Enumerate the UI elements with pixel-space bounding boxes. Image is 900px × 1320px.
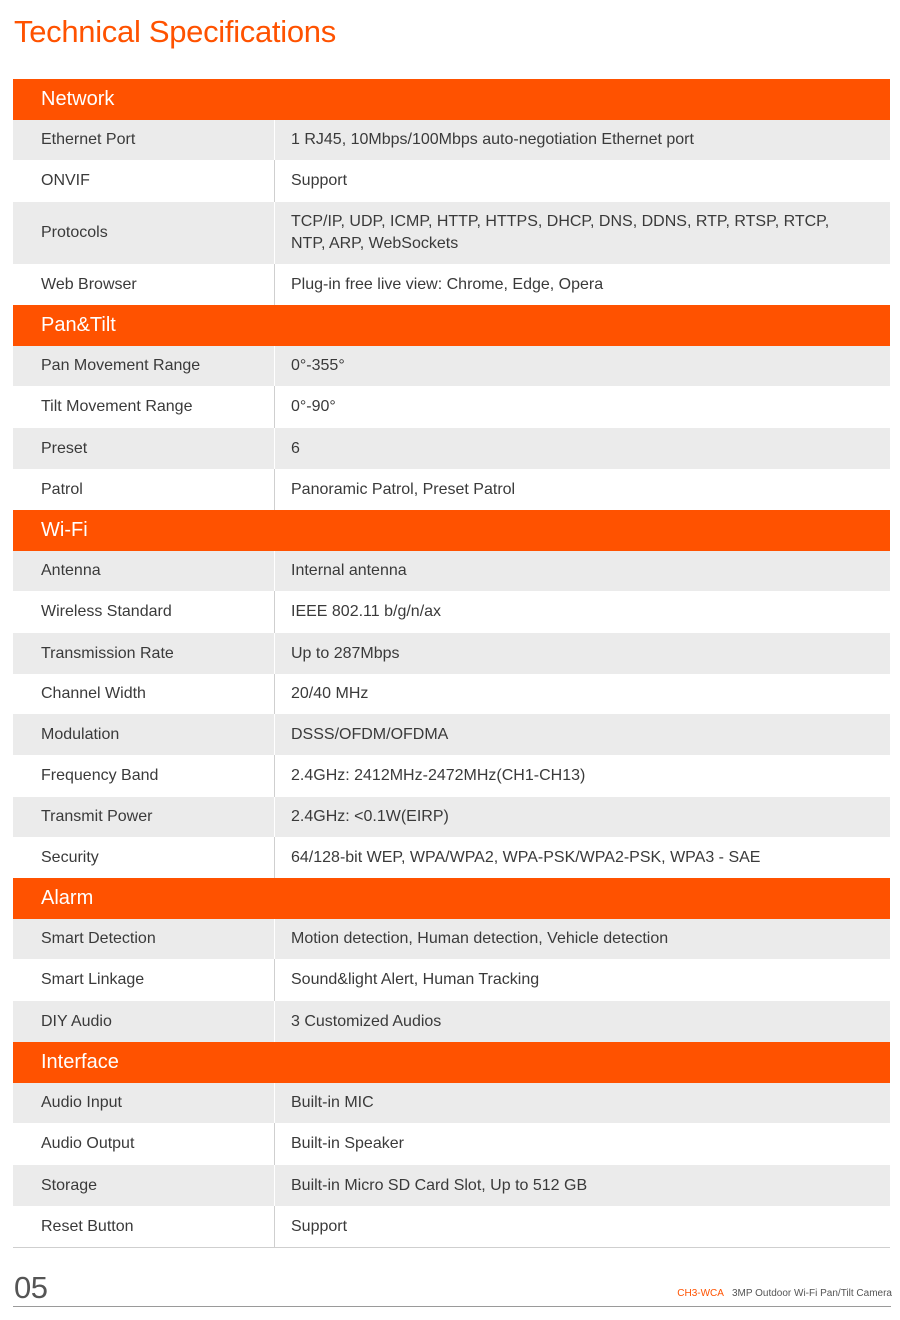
spec-label: Web Browser	[13, 264, 275, 305]
spec-row	[13, 674, 890, 714]
spec-label: Ethernet Port	[13, 120, 275, 160]
spec-label: Security	[13, 837, 275, 878]
page-number: 05	[14, 1270, 48, 1305]
spec-row	[13, 1206, 890, 1247]
section-header-network: Network	[13, 79, 890, 120]
spec-value: 3 Customized Audios	[291, 1012, 442, 1030]
spec-label: ONVIF	[13, 160, 275, 202]
spec-value: Motion detection, Human detection, Vehicle detection	[291, 930, 669, 947]
spec-value: Plug-in free live view: Chrome, Edge, Opera	[291, 275, 604, 293]
spec-label: Smart Detection	[13, 919, 275, 959]
spec-row	[13, 1165, 890, 1206]
spec-value: DSSS/OFDM/OFDMA	[291, 725, 449, 743]
spec-label: Modulation	[13, 714, 275, 755]
spec-label: Smart Linkage	[13, 959, 275, 1001]
spec-table	[13, 79, 890, 1248]
section-header-wifi: Wi-Fi	[13, 510, 890, 551]
spec-value: 1 RJ45, 10Mbps/100Mbps auto-negotiation Ethernet port	[291, 131, 694, 148]
spec-value: Built-in Speaker	[291, 1135, 404, 1152]
table-bottom-rule	[13, 1247, 890, 1248]
spec-label: Patrol	[13, 469, 275, 510]
spec-label: Audio Input	[13, 1083, 275, 1123]
spec-row	[13, 919, 890, 959]
spec-row	[13, 633, 890, 674]
spec-value: Support	[291, 172, 348, 189]
spec-value: Built-in MIC	[291, 1094, 374, 1111]
spec-row	[13, 346, 890, 386]
spec-row	[13, 160, 890, 202]
footer-model: CH3-WCA	[677, 1288, 724, 1299]
spec-row	[13, 837, 890, 878]
spec-value: 2.4GHz: <0.1W(EIRP)	[291, 808, 449, 825]
spec-label: Tilt Movement Range	[13, 386, 275, 428]
spec-label: Wireless Standard	[13, 591, 275, 633]
spec-label: Protocols	[13, 202, 275, 264]
spec-value: 2.4GHz: 2412MHz-2472MHz(CH1-CH13)	[291, 767, 586, 784]
spec-value: Up to 287Mbps	[291, 644, 400, 662]
spec-row	[13, 714, 890, 755]
spec-row	[13, 264, 890, 305]
spec-row	[13, 1083, 890, 1123]
spec-row	[13, 591, 890, 633]
spec-value: IEEE 802.11 b/g/n/ax	[291, 603, 442, 620]
spec-row	[13, 469, 890, 510]
spec-label: Audio Output	[13, 1123, 275, 1165]
page-title: Technical Specifications	[14, 14, 336, 49]
spec-row	[13, 551, 890, 591]
spec-row	[13, 1123, 890, 1165]
spec-value: 20/40 MHz	[291, 685, 369, 702]
footer-product: 3MP Outdoor Wi-Fi Pan/Tilt Camera	[731, 1288, 892, 1299]
spec-label: Transmission Rate	[13, 633, 275, 674]
footer-caption	[677, 1288, 892, 1299]
spec-value: Support	[291, 1217, 348, 1235]
section-header-pantilt: Pan&Tilt	[13, 305, 890, 346]
section-header-alarm: Alarm	[13, 878, 890, 919]
spec-value: TCP/IP, UDP, ICMP, HTTP, HTTPS, DHCP, DNS, DDNS, RTP, RTSP, RTCP, NTP, ARP, WebSockets	[291, 213, 830, 252]
spec-label: Preset	[13, 428, 275, 469]
spec-row	[13, 120, 890, 160]
spec-row	[13, 797, 890, 837]
spec-label: DIY Audio	[13, 1001, 275, 1042]
spec-label: Channel Width	[13, 674, 275, 714]
spec-row	[13, 428, 890, 469]
footer-divider	[13, 1306, 891, 1307]
spec-label: Pan Movement Range	[13, 346, 275, 386]
spec-row	[13, 1001, 890, 1042]
spec-label: Reset Button	[13, 1206, 275, 1247]
spec-value: 64/128-bit WEP, WPA/WPA2, WPA-PSK/WPA2-PSK, WPA3 - SAE	[291, 848, 761, 866]
spec-value: 0°-355°	[291, 357, 345, 374]
spec-row	[13, 959, 890, 1001]
spec-value: 0°-90°	[291, 398, 336, 415]
spec-label: Frequency Band	[13, 755, 275, 797]
spec-label: Storage	[13, 1165, 275, 1206]
spec-value: 6	[291, 439, 300, 457]
spec-value: Panoramic Patrol, Preset Patrol	[291, 480, 516, 498]
spec-row	[13, 202, 890, 264]
spec-value: Internal antenna	[291, 562, 407, 579]
section-header-interface: Interface	[13, 1042, 890, 1083]
spec-row	[13, 386, 890, 428]
spec-label: Antenna	[13, 551, 275, 591]
spec-row	[13, 755, 890, 797]
spec-label: Transmit Power	[13, 797, 275, 837]
spec-value: Sound&light Alert, Human Tracking	[291, 971, 540, 988]
spec-value: Built-in Micro SD Card Slot, Up to 512 GB	[291, 1176, 588, 1194]
